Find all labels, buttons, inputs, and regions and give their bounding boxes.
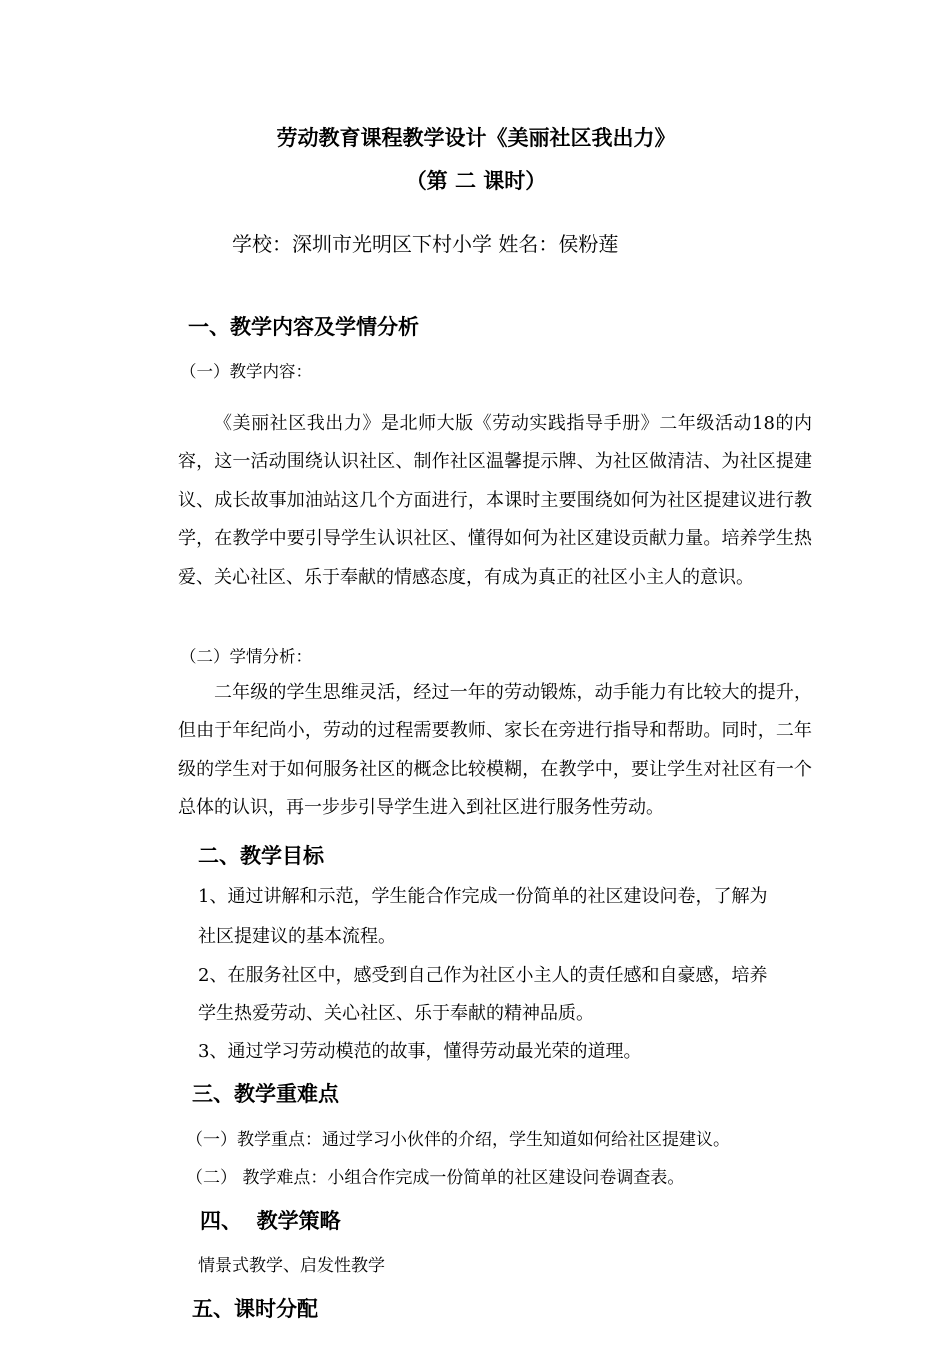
subheading-student-analysis: （二）学情分析：	[180, 647, 312, 666]
strategy-text: 情景式教学、启发性教学	[198, 1256, 385, 1276]
document-subtitle: （第 二 课时）	[405, 169, 547, 193]
document-title: 劳动教育课程教学设计《美丽社区我出力》	[276, 126, 676, 150]
section-heading-strategy: 四、 教学策略	[200, 1209, 341, 1233]
section-heading-teaching-goals: 二、教学目标	[198, 844, 324, 868]
section-heading-key-difficulties: 三、教学重难点	[192, 1082, 339, 1106]
teaching-key-point: （一）教学重点：通过学习小伙伴的介绍，学生知道如何给社区提建议。	[186, 1130, 730, 1150]
section-heading-class-hours: 五、课时分配	[192, 1297, 318, 1321]
author-info: 学校：深圳市光明区下村小学 姓名：侯粉莲	[232, 232, 619, 256]
goal-1-line-2: 社区提建议的基本流程。	[198, 926, 396, 947]
goal-2-line-1: 2、在服务社区中，感受到自己作为社区小主人的责任感和自豪感，培养	[198, 965, 768, 986]
paragraph-student-analysis: 二年级的学生思维灵活，经过一年的劳动锻炼，动手能力有比较大的提升，但由于年纪尚小，劳动的过程需要教师、家长在旁进行指导和帮助。同时，二年级的学生对于如何服务社区的概念比较模糊，在教学中，要让学生对社区有一个总体的认识，再一步步引导学生进入到社区进行服务性劳动。	[178, 682, 812, 819]
section-heading-content-analysis: 一、教学内容及学情分析	[188, 315, 419, 339]
goal-2-line-2: 学生热爱劳动、关心社区、乐于奉献的精神品质。	[198, 1003, 594, 1024]
goal-1-line-1: 1、通过讲解和示范，学生能合作完成一份简单的社区建设问卷，了解为	[198, 886, 768, 907]
teaching-difficulty: （二） 教学难点：小组合作完成一份简单的社区建设问卷调查表。	[186, 1168, 685, 1188]
paragraph-teaching-content: 《美丽社区我出力》是北师大版《劳动实践指导手册》二年级活动18的内容，这一活动围绕认识社区、制作社区温馨提示牌、为社区做清洁、为社区提建议、成长故事加油站这几个方面进行，本课时主要围绕如何为社区提建议进行教学，在教学中要引导学生认识社区、懂得如何为社区建设贡献力量。培养学生热爱、关心社区、乐于奉献的情感态度，有成为真正的社区小主人的意识。	[178, 413, 812, 588]
subheading-teaching-content: （一）教学内容：	[180, 362, 312, 381]
goal-3: 3、通过学习劳动模范的故事，懂得劳动最光荣的道理。	[198, 1041, 642, 1062]
